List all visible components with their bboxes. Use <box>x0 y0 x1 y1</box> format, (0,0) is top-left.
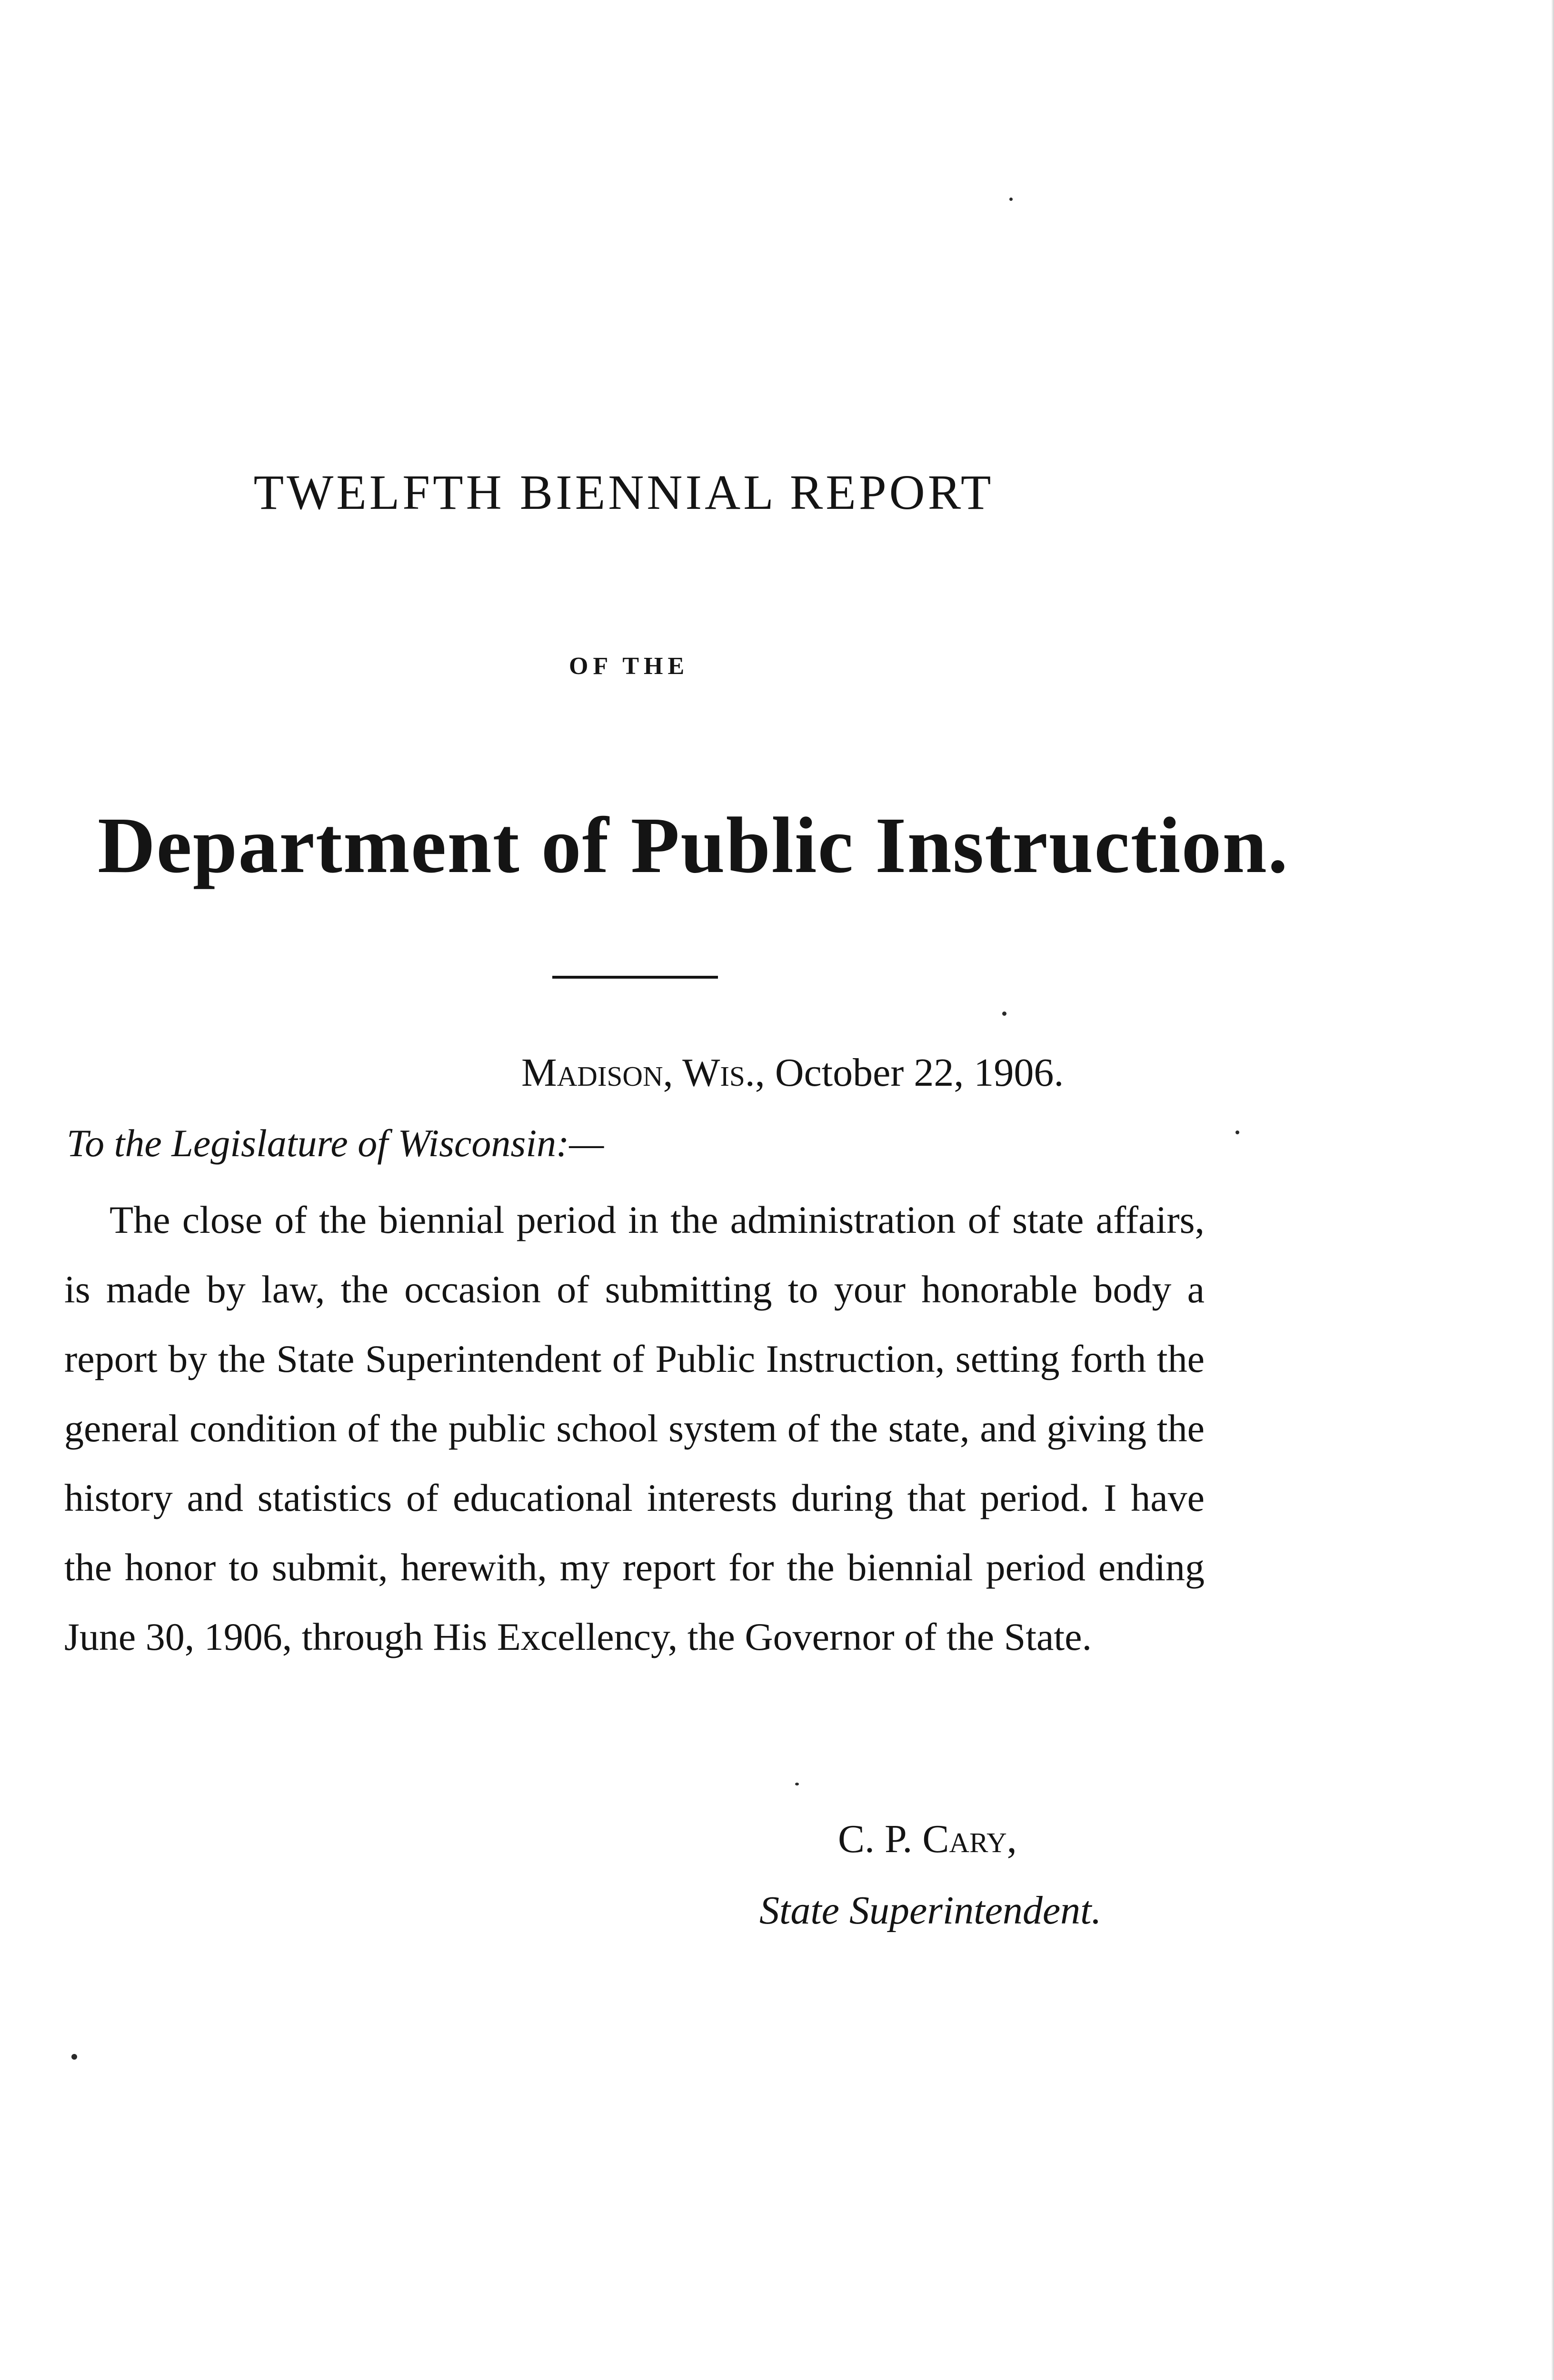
salutation: To the Legislature of Wisconsin:— <box>67 1121 604 1165</box>
dateline-place: Madison, Wis., <box>521 1051 765 1095</box>
report-subtitle: OF THE <box>569 653 689 680</box>
report-title: TWELFTH BIENNIAL REPORT <box>253 465 994 520</box>
dateline <box>521 1050 1064 1096</box>
divider-rule <box>552 976 718 979</box>
signature-name: C. P. Cary, <box>838 1817 1017 1861</box>
department-heading: Department of Public Instruction. <box>98 801 1289 890</box>
print-speck <box>795 1783 799 1785</box>
print-speck <box>71 2054 77 2060</box>
dateline-date: October 22, 1906. <box>775 1051 1064 1095</box>
letter-body: The close of the biennial period in the administration of state affairs, is made by law, the occasion of submitting to your honorable body a report by the State Superintendent of Public Instruction, setting forth the general condition of the public school system of the state, and giving the history and statistics of educational interests during that period. I have the honor to submit, herewith, my report for the biennial period ending June 30, 1906, through His Excellency, the Governor of the State. <box>64 1198 1205 1658</box>
print-speck <box>1235 1130 1239 1134</box>
signature-title: State Superintendent. <box>759 1888 1102 1933</box>
page-edge <box>1551 0 1554 2380</box>
print-speck <box>1009 198 1013 201</box>
print-speck <box>1002 1012 1006 1016</box>
